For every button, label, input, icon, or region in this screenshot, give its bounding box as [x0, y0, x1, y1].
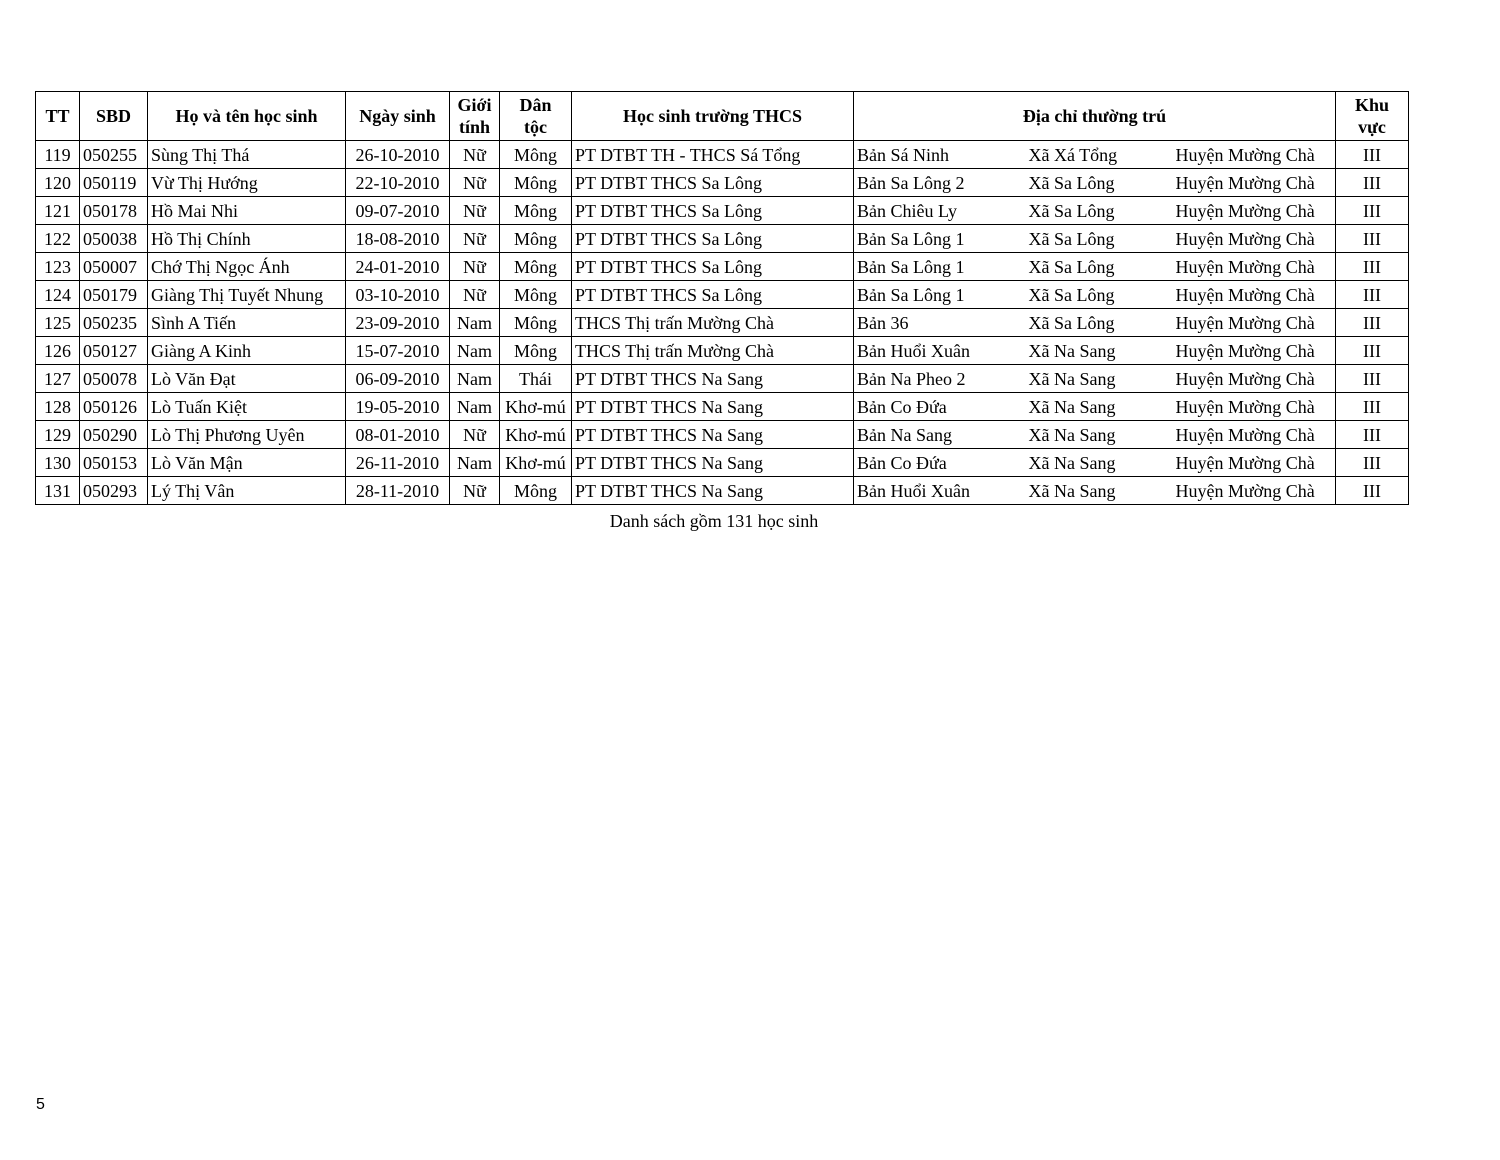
cell-village: Bản Sa Lông 1 [854, 225, 1026, 253]
cell-school: PT DTBT THCS Sa Lông [572, 281, 854, 309]
cell-gender: Nữ [450, 197, 500, 225]
cell-commune: Xã Na Sang [1026, 477, 1173, 505]
cell-gender: Nam [450, 309, 500, 337]
cell-name: Lò Tuấn Kiệt [148, 393, 346, 421]
cell-dob: 18-08-2010 [346, 225, 450, 253]
cell-district: Huyện Mường Chà [1173, 253, 1336, 281]
table-header-row [36, 92, 1409, 141]
cell-commune: Xã Na Sang [1026, 393, 1173, 421]
cell-name: Vừ Thị Hướng [148, 169, 346, 197]
cell-commune: Xã Sa Lông [1026, 225, 1173, 253]
cell-gender: Nữ [450, 421, 500, 449]
cell-gender: Nam [450, 393, 500, 421]
cell-village: Bản Sa Lông 1 [854, 253, 1026, 281]
header-name: Họ và tên học sinh [148, 92, 346, 141]
header-address: Địa chỉ thường trú [854, 92, 1336, 141]
cell-area: III [1336, 169, 1409, 197]
page-number: 5 [36, 1096, 45, 1113]
cell-sbd: 050078 [80, 365, 148, 393]
cell-dob: 26-11-2010 [346, 449, 450, 477]
cell-commune: Xã Na Sang [1026, 337, 1173, 365]
table-row [36, 421, 1409, 449]
cell-dob: 15-07-2010 [346, 337, 450, 365]
cell-tt: 130 [36, 449, 80, 477]
cell-sbd: 050153 [80, 449, 148, 477]
cell-ethnic: Mông [500, 197, 572, 225]
cell-area: III [1336, 309, 1409, 337]
cell-sbd: 050179 [80, 281, 148, 309]
cell-name: Chớ Thị Ngọc Ánh [148, 253, 346, 281]
cell-sbd: 050293 [80, 477, 148, 505]
cell-ethnic: Thái [500, 365, 572, 393]
cell-village: Bản Sa Lông 1 [854, 281, 1026, 309]
cell-district: Huyện Mường Chà [1173, 337, 1336, 365]
cell-dob: 19-05-2010 [346, 393, 450, 421]
cell-gender: Nữ [450, 253, 500, 281]
cell-name: Hồ Mai Nhi [148, 197, 346, 225]
cell-name: Lò Văn Mận [148, 449, 346, 477]
cell-area: III [1336, 197, 1409, 225]
cell-school: PT DTBT THCS Sa Lông [572, 253, 854, 281]
cell-commune: Xã Na Sang [1026, 421, 1173, 449]
cell-sbd: 050007 [80, 253, 148, 281]
cell-school: PT DTBT THCS Na Sang [572, 365, 854, 393]
cell-district: Huyện Mường Chà [1173, 477, 1336, 505]
cell-gender: Nam [450, 365, 500, 393]
cell-village: Bản Huổi Xuân [854, 337, 1026, 365]
cell-sbd: 050038 [80, 225, 148, 253]
cell-district: Huyện Mường Chà [1173, 169, 1336, 197]
cell-school: PT DTBT THCS Sa Lông [572, 225, 854, 253]
cell-tt: 124 [36, 281, 80, 309]
cell-ethnic: Mông [500, 253, 572, 281]
header-area: Khu vực [1336, 92, 1409, 141]
cell-tt: 128 [36, 393, 80, 421]
table-row [36, 197, 1409, 225]
cell-village: Bản Co Đứa [854, 393, 1026, 421]
cell-area: III [1336, 225, 1409, 253]
cell-village: Bản Huổi Xuân [854, 477, 1026, 505]
table-row [36, 281, 1409, 309]
cell-ethnic: Mông [500, 281, 572, 309]
cell-village: Bản 36 [854, 309, 1026, 337]
cell-tt: 123 [36, 253, 80, 281]
cell-gender: Nữ [450, 477, 500, 505]
cell-commune: Xã Sa Lông [1026, 253, 1173, 281]
cell-district: Huyện Mường Chà [1173, 421, 1336, 449]
cell-commune: Xã Na Sang [1026, 449, 1173, 477]
cell-village: Bản Sa Lông 2 [854, 169, 1026, 197]
table-row [36, 477, 1409, 505]
cell-school: PT DTBT THCS Sa Lông [572, 197, 854, 225]
header-tt: TT [36, 92, 80, 141]
cell-name: Lý Thị Vân [148, 477, 346, 505]
cell-school: PT DTBT THCS Na Sang [572, 393, 854, 421]
cell-sbd: 050290 [80, 421, 148, 449]
cell-dob: 08-01-2010 [346, 421, 450, 449]
cell-area: III [1336, 141, 1409, 169]
header-gender: Giới tính [450, 92, 500, 141]
header-ethnic: Dân tộc [500, 92, 572, 141]
cell-ethnic: Mông [500, 169, 572, 197]
cell-tt: 120 [36, 169, 80, 197]
cell-district: Huyện Mường Chà [1173, 365, 1336, 393]
cell-name: Sùng Thị Thá [148, 141, 346, 169]
cell-dob: 23-09-2010 [346, 309, 450, 337]
table-row [36, 253, 1409, 281]
cell-dob: 24-01-2010 [346, 253, 450, 281]
cell-commune: Xã Sa Lông [1026, 169, 1173, 197]
cell-ethnic: Mông [500, 477, 572, 505]
cell-school: PT DTBT THCS Na Sang [572, 421, 854, 449]
cell-name: Lò Thị Phương Uyên [148, 421, 346, 449]
table-row [36, 393, 1409, 421]
cell-name: Sình A Tiến [148, 309, 346, 337]
cell-district: Huyện Mường Chà [1173, 281, 1336, 309]
cell-dob: 28-11-2010 [346, 477, 450, 505]
cell-ethnic: Khơ-mú [500, 421, 572, 449]
cell-commune: Xã Sa Lông [1026, 309, 1173, 337]
cell-dob: 22-10-2010 [346, 169, 450, 197]
cell-dob: 26-10-2010 [346, 141, 450, 169]
cell-ethnic: Khơ-mú [500, 393, 572, 421]
cell-tt: 125 [36, 309, 80, 337]
student-table [35, 91, 1409, 505]
cell-sbd: 050255 [80, 141, 148, 169]
cell-ethnic: Mông [500, 309, 572, 337]
cell-commune: Xã Sa Lông [1026, 197, 1173, 225]
cell-school: PT DTBT TH - THCS Sá Tổng [572, 141, 854, 169]
cell-ethnic: Mông [500, 141, 572, 169]
cell-district: Huyện Mường Chà [1173, 141, 1336, 169]
cell-area: III [1336, 337, 1409, 365]
list-summary: Danh sách gồm 131 học sinh [609, 511, 819, 531]
cell-ethnic: Mông [500, 337, 572, 365]
cell-gender: Nữ [450, 225, 500, 253]
cell-area: III [1336, 365, 1409, 393]
cell-area: III [1336, 253, 1409, 281]
table-row [36, 365, 1409, 393]
cell-district: Huyện Mường Chà [1173, 309, 1336, 337]
cell-tt: 122 [36, 225, 80, 253]
cell-area: III [1336, 281, 1409, 309]
cell-gender: Nữ [450, 169, 500, 197]
cell-tt: 127 [36, 365, 80, 393]
cell-village: Bản Na Pheo 2 [854, 365, 1026, 393]
cell-commune: Xã Xá Tổng [1026, 141, 1173, 169]
cell-tt: 119 [36, 141, 80, 169]
header-sbd: SBD [80, 92, 148, 141]
table-row [36, 337, 1409, 365]
cell-district: Huyện Mường Chà [1173, 449, 1336, 477]
cell-dob: 09-07-2010 [346, 197, 450, 225]
cell-school: PT DTBT THCS Sa Lông [572, 169, 854, 197]
cell-village: Bản Chiêu Ly [854, 197, 1026, 225]
cell-gender: Nữ [450, 281, 500, 309]
header-dob: Ngày sinh [346, 92, 450, 141]
cell-school: THCS Thị trấn Mường Chà [572, 309, 854, 337]
cell-district: Huyện Mường Chà [1173, 225, 1336, 253]
cell-area: III [1336, 421, 1409, 449]
cell-gender: Nữ [450, 141, 500, 169]
cell-name: Giàng A Kinh [148, 337, 346, 365]
cell-sbd: 050127 [80, 337, 148, 365]
cell-village: Bản Na Sang [854, 421, 1026, 449]
cell-commune: Xã Sa Lông [1026, 281, 1173, 309]
cell-tt: 129 [36, 421, 80, 449]
cell-village: Bản Sá Ninh [854, 141, 1026, 169]
cell-sbd: 050126 [80, 393, 148, 421]
table-row [36, 309, 1409, 337]
cell-name: Giàng Thị Tuyết Nhung [148, 281, 346, 309]
cell-gender: Nam [450, 337, 500, 365]
cell-area: III [1336, 477, 1409, 505]
cell-school: PT DTBT THCS Na Sang [572, 449, 854, 477]
cell-dob: 06-09-2010 [346, 365, 450, 393]
cell-sbd: 050235 [80, 309, 148, 337]
cell-area: III [1336, 393, 1409, 421]
cell-tt: 131 [36, 477, 80, 505]
table-row [36, 141, 1409, 169]
cell-village: Bản Co Đứa [854, 449, 1026, 477]
cell-tt: 126 [36, 337, 80, 365]
table-row [36, 449, 1409, 477]
header-school: Học sinh trường THCS [572, 92, 854, 141]
cell-ethnic: Mông [500, 225, 572, 253]
cell-name: Hồ Thị Chính [148, 225, 346, 253]
table-row [36, 169, 1409, 197]
cell-sbd: 050178 [80, 197, 148, 225]
cell-school: PT DTBT THCS Na Sang [572, 477, 854, 505]
cell-district: Huyện Mường Chà [1173, 393, 1336, 421]
cell-sbd: 050119 [80, 169, 148, 197]
cell-area: III [1336, 449, 1409, 477]
cell-gender: Nam [450, 449, 500, 477]
table-row [36, 225, 1409, 253]
cell-dob: 03-10-2010 [346, 281, 450, 309]
cell-district: Huyện Mường Chà [1173, 197, 1336, 225]
cell-commune: Xã Na Sang [1026, 365, 1173, 393]
cell-school: THCS Thị trấn Mường Chà [572, 337, 854, 365]
cell-name: Lò Văn Đạt [148, 365, 346, 393]
cell-tt: 121 [36, 197, 80, 225]
cell-ethnic: Khơ-mú [500, 449, 572, 477]
